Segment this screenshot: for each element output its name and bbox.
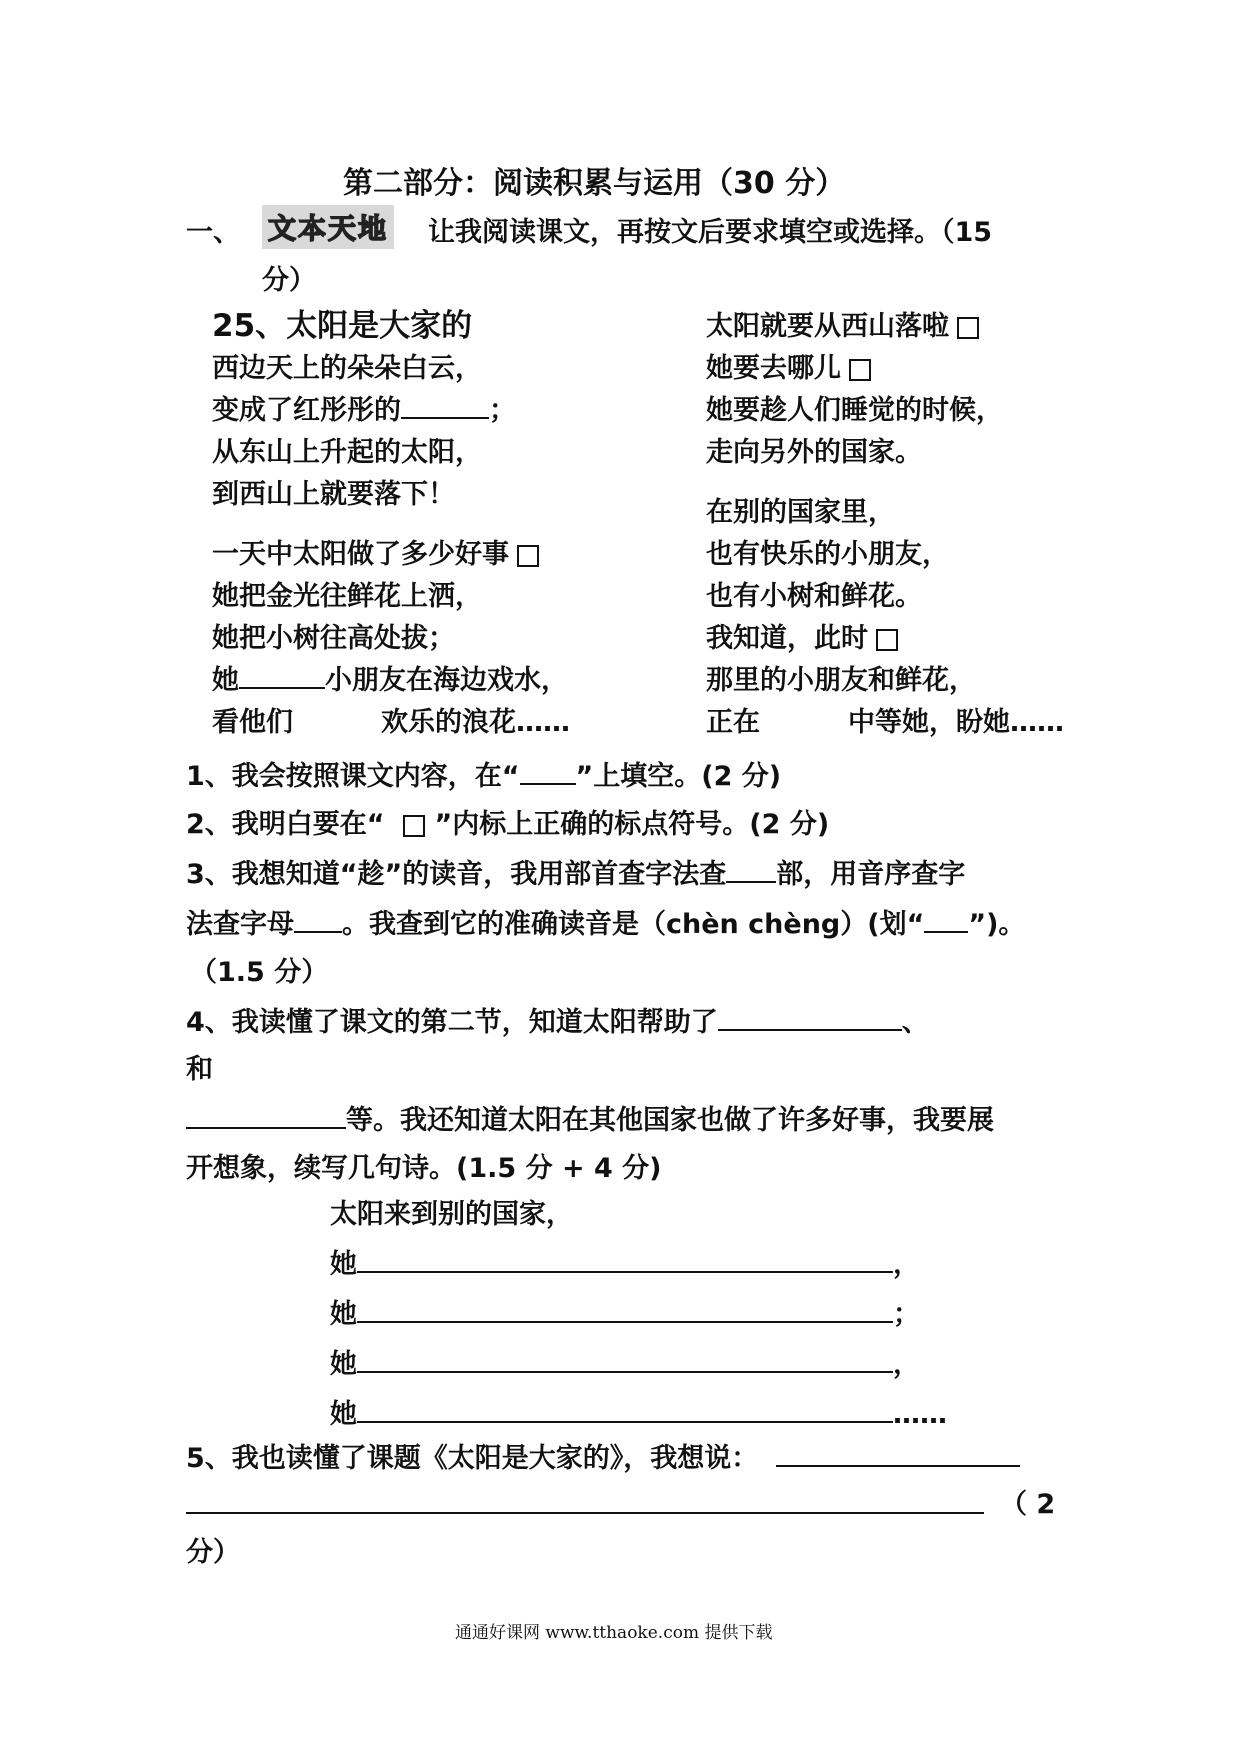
poem-line: 那里的小朋友和鲜花， <box>706 665 976 696</box>
writing-line[interactable] <box>357 1397 893 1423</box>
question-text: ”)。 <box>968 909 1026 940</box>
question-4-line-4: 开想象，续写几句诗。(1.5 分 + 4 分) <box>186 1153 662 1184</box>
question-text: 部，用音序查字 <box>776 859 966 890</box>
poem-she: 她 <box>330 1349 357 1380</box>
poem-line-text: 她要去哪儿 <box>706 353 841 384</box>
poem-line-text: 我知道，此时 <box>706 623 868 654</box>
question-text: 5、我也读懂了课题《太阳是大家的》，我想说： <box>186 1443 759 1474</box>
question-4-line-1 <box>186 1000 929 1039</box>
fill-blank[interactable] <box>718 1005 902 1031</box>
fill-blank[interactable] <box>726 857 776 883</box>
punctuation-box[interactable] <box>876 629 898 651</box>
footer-credit: 通通好课网 www.tthaoke.com 提供下载 <box>455 1623 773 1643</box>
continue-poem-line <box>330 1392 947 1431</box>
poem-she: 她 <box>330 1249 357 1280</box>
question-text: 4、我读懂了课文的第二节，知道太阳帮助了 <box>186 1007 718 1038</box>
question-3-line-1 <box>186 852 965 891</box>
question-text: ”内标上正确的标点符号。(2 分) <box>434 809 830 840</box>
poem-line <box>212 658 568 697</box>
poem-line-text: 正在 <box>706 707 760 738</box>
writing-line[interactable] <box>357 1297 893 1323</box>
poem-line <box>212 532 539 571</box>
poem-line-punct: ； <box>489 395 516 426</box>
poem-line: 西边天上的朵朵白云， <box>212 353 482 384</box>
question-text: 。我查到它的准确读音是（chèn chèng）(划“ <box>342 909 925 940</box>
section-title: 第二部分：阅读积累与运用（30 分） <box>343 166 846 201</box>
punctuation-box[interactable] <box>403 815 425 837</box>
continue-poem-line <box>330 1242 920 1281</box>
badge-label: 文本天地 <box>262 205 394 249</box>
poem-line <box>706 304 979 343</box>
poem-line: 在别的国家里， <box>706 497 895 528</box>
poem-line-text: 看他们 <box>212 707 293 738</box>
question-text: ”上填空。(2 分) <box>575 761 782 792</box>
writing-line[interactable] <box>357 1247 893 1273</box>
poem-line <box>706 700 1064 739</box>
poem-title: 25、太阳是大家的 <box>212 308 473 344</box>
question-5-score-b: 分） <box>186 1537 240 1568</box>
poem-she: 她 <box>330 1399 357 1430</box>
writing-line[interactable] <box>357 1347 893 1373</box>
poem-line: 也有快乐的小朋友， <box>706 539 949 570</box>
question-text: 法查字母 <box>186 909 294 940</box>
poem-line: 她要趁人们睡觉的时候， <box>706 395 1003 426</box>
part-instruction-1: 让我阅读课文，再按文后要求填空或选择。（15 <box>428 217 993 248</box>
continue-poem-intro: 太阳来到别的国家， <box>330 1199 573 1230</box>
part-number: 一、 <box>186 217 240 248</box>
question-5-line-1 <box>186 1436 1020 1475</box>
poem-line: 走向另外的国家。 <box>706 437 922 468</box>
question-3-line-2 <box>186 902 1025 941</box>
poem-line <box>212 388 516 427</box>
poem-line <box>706 346 871 385</box>
writing-line[interactable] <box>776 1441 1020 1467</box>
poem-punct: ， <box>893 1349 920 1380</box>
question-text: 等。我还知道太阳在其他国家也做了许多好事，我要展 <box>346 1105 994 1136</box>
poem-line-text: 小朋友在海边戏水， <box>325 665 568 696</box>
continue-poem-line <box>330 1342 920 1381</box>
poem-punct: ； <box>893 1299 920 1330</box>
punctuation-box[interactable] <box>849 359 871 381</box>
question-5-score-a: （ 2 <box>1000 1489 1056 1520</box>
poem-line-text: 太阳就要从西山落啦 <box>706 311 949 342</box>
poem-line <box>706 616 898 655</box>
poem-line: 她把小树往高处拔； <box>212 623 455 654</box>
punctuation-box[interactable] <box>517 545 539 567</box>
fill-blank[interactable] <box>239 663 325 689</box>
question-4-line-3 <box>186 1098 994 1137</box>
poem-line-text: 中等她，盼她…… <box>848 707 1064 738</box>
poem-line-text: 她 <box>212 665 239 696</box>
poem-line <box>212 700 570 739</box>
fill-blank[interactable] <box>924 907 968 933</box>
part-instruction-2: 分） <box>262 265 316 296</box>
question-4-and: 和 <box>186 1054 213 1085</box>
poem-punct: …… <box>893 1399 947 1430</box>
poem-she: 她 <box>330 1299 357 1330</box>
fill-blank[interactable] <box>401 393 489 419</box>
question-1 <box>186 754 781 793</box>
poem-line-text: 欢乐的浪花…… <box>381 707 570 738</box>
fill-blank[interactable] <box>294 907 342 933</box>
poem-line-text: 一天中太阳做了多少好事 <box>212 539 509 570</box>
poem-line: 她把金光往鲜花上洒， <box>212 581 482 612</box>
poem-line: 从东山上升起的太阳， <box>212 437 482 468</box>
question-2 <box>186 802 829 841</box>
writing-line[interactable] <box>186 1512 984 1514</box>
poem-line-text: 变成了红彤彤的 <box>212 395 401 426</box>
fill-blank[interactable] <box>186 1103 346 1129</box>
question-3-score: （1.5 分） <box>190 957 329 988</box>
punctuation-box[interactable] <box>957 317 979 339</box>
poem-line: 到西山上就要落下！ <box>212 479 455 510</box>
poem-line: 也有小树和鲜花。 <box>706 581 922 612</box>
continue-poem-line <box>330 1292 920 1331</box>
fill-blank[interactable] <box>520 759 576 785</box>
question-text: 3、我想知道“趁”的读音，我用部首查字法查 <box>186 859 727 890</box>
question-text: 、 <box>901 1007 929 1038</box>
question-text: 2、我明白要在“ <box>186 809 385 840</box>
poem-punct: ， <box>893 1249 920 1280</box>
question-text: 1、我会按照课文内容，在“ <box>186 761 520 792</box>
part-badge <box>262 205 394 249</box>
